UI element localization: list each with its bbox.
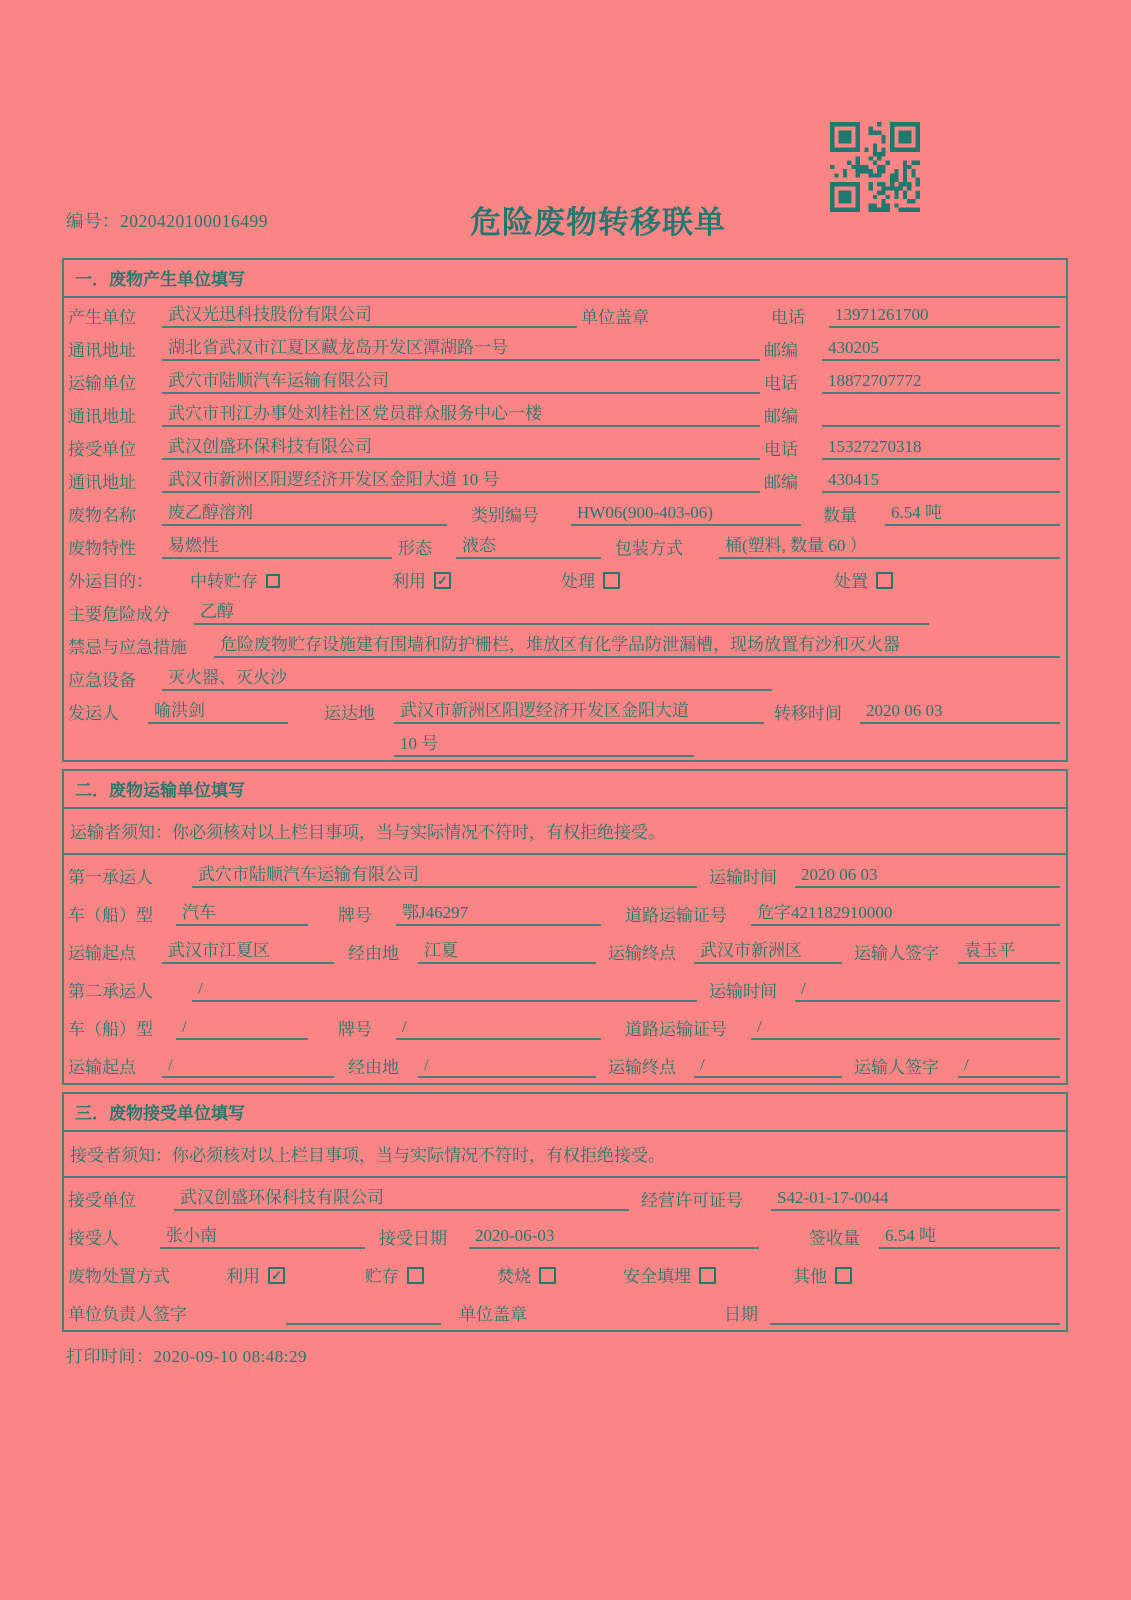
transporter-unit-value: 武穴市陆顺汽车运输有限公司	[162, 366, 760, 394]
checkbox-transfer-storage-icon	[266, 574, 280, 588]
row-receiver-address	[64, 463, 1066, 496]
form-content	[62, 258, 1068, 1367]
waste-form-value: 液态	[456, 531, 601, 559]
purpose-label: 外运目的：	[68, 572, 153, 591]
row-waste-props	[64, 529, 1066, 562]
transporter-address-label: 通讯地址	[68, 407, 136, 426]
vehicle1-type-value: 汽车	[176, 898, 308, 926]
route1-end-value: 武汉市新洲区	[694, 936, 842, 964]
disposal-label: 废物处置方式	[68, 1267, 170, 1286]
transporter-zip-value	[822, 424, 1060, 427]
checkbox-disposal-landfill-icon	[699, 1267, 716, 1284]
row-receiver-unit	[64, 430, 1066, 463]
route1-sign-value: 袁玉平	[958, 936, 1060, 964]
row-equipment	[64, 661, 1066, 694]
section-receiver-header: 三．废物接受单位填写	[64, 1094, 1066, 1132]
row-carrier1	[64, 855, 1066, 893]
vehicle1-permit-value: 危字421182910000	[751, 898, 1060, 926]
purpose-opt-reuse-label: 利用	[392, 572, 426, 591]
receiver-address-label: 通讯地址	[68, 473, 136, 492]
receive-unit-value: 武汉创盛环保科技有限公司	[174, 1183, 629, 1211]
vehicle2-plate-label: 牌号	[338, 1020, 372, 1039]
vehicle2-type-value: /	[176, 1017, 308, 1040]
receiver-phone-value: 15327270318	[822, 437, 1060, 460]
checkbox-disposal-burn-icon	[539, 1267, 556, 1284]
producer-phone-label: 电话	[771, 308, 805, 327]
purpose-opt-transfer-label: 中转贮存	[190, 572, 258, 591]
carrier2-value: /	[192, 979, 697, 1002]
waste-name-label: 废物名称	[68, 506, 136, 525]
checkbox-treat-icon	[603, 572, 620, 589]
row-transporter-unit	[64, 364, 1066, 397]
row-waste-name	[64, 496, 1066, 529]
transporter-zip-label: 邮编	[764, 407, 798, 426]
page-title: 危险废物转移联单	[470, 205, 726, 240]
route2-sign-value: /	[958, 1055, 1060, 1078]
row-producer-address	[64, 331, 1066, 364]
producer-address-value: 湖北省武汉市江夏区藏龙岛开发区潭湖路一号	[162, 333, 760, 361]
checkbox-disposal-other-icon	[835, 1267, 852, 1284]
waste-form-label: 形态	[398, 539, 432, 558]
vehicle2-type-label: 车（船）型	[68, 1020, 153, 1039]
section-transporter	[62, 769, 1068, 1085]
row-route2	[64, 1045, 1066, 1083]
route1-end-label: 运输终点	[608, 944, 676, 963]
row-vehicle1	[64, 893, 1066, 931]
vehicle2-permit-label: 道路运输证号	[625, 1020, 727, 1039]
waste-pack-label: 包装方式	[615, 539, 683, 558]
unit-seal-label: 单位盖章	[581, 308, 649, 327]
vehicle2-permit-value: /	[751, 1017, 1060, 1040]
check-mark-icon: ✓	[271, 1268, 282, 1283]
purpose-opt-treat-label: 处理	[561, 572, 595, 591]
route2-via-value: /	[418, 1055, 596, 1078]
waste-name-value: 废乙醇溶剂	[162, 498, 447, 526]
equipment-value: 灭火器、灭火沙	[162, 663, 772, 691]
producer-zip-value: 430205	[822, 338, 1060, 361]
route1-via-value: 江夏	[418, 936, 596, 964]
waste-props-value: 易燃性	[162, 531, 392, 559]
row-signoff	[64, 1292, 1066, 1330]
row-disposal	[64, 1254, 1066, 1292]
disposal-opt-store-label: 贮存	[365, 1267, 399, 1286]
vehicle1-type-label: 车（船）型	[68, 906, 153, 925]
dispatcher-value: 喻洪剑	[148, 696, 288, 724]
transporter-address-value: 武穴市刊江办事处刘桂社区党员群众服务中心一楼	[162, 399, 760, 427]
transporter-unit-label: 运输单位	[68, 374, 136, 393]
receiver-notice: 接受者须知：你必须核对以上栏目事项，当与实际情况不符时，有权拒绝接受。	[64, 1132, 1066, 1178]
signoff-date-value	[770, 1322, 1060, 1325]
receiver-address-value: 武汉市新洲区阳逻经济开发区金阳大道 10 号	[162, 465, 760, 493]
section-producer	[62, 258, 1068, 762]
disposal-opt-burn-label: 焚烧	[497, 1267, 531, 1286]
accept-date-label: 接受日期	[379, 1229, 447, 1248]
dispatcher-label: 发运人	[68, 704, 119, 723]
accept-date-value: 2020-06-03	[469, 1226, 759, 1249]
print-time: 打印时间：2020-09-10 08:48:29	[66, 1347, 308, 1366]
waste-qty-label: 数量	[823, 506, 857, 525]
receiver-zip-label: 邮编	[764, 473, 798, 492]
disposal-opt-other-label: 其他	[793, 1267, 827, 1286]
checkbox-dispose-icon	[876, 572, 893, 589]
route2-sign-label: 运输人签字	[854, 1058, 939, 1077]
purpose-opt-dispose-label: 处置	[834, 572, 868, 591]
route2-start-label: 运输起点	[68, 1058, 136, 1077]
received-qty-value: 6.54 吨	[879, 1221, 1060, 1249]
row-hazard	[64, 595, 1066, 628]
waste-qty-value: 6.54 吨	[885, 498, 1060, 526]
emergency-value: 危险废物贮存设施建有围墙和防护栅栏，堆放区有化学品防泄漏槽，现场放置有沙和灭火器	[214, 630, 1060, 658]
receiver-unit-value: 武汉创盛环保科技有限公司	[162, 432, 760, 460]
waste-code-label: 类别编号	[471, 506, 539, 525]
received-qty-label: 签收量	[809, 1229, 860, 1248]
producer-phone-value: 13971261700	[829, 305, 1060, 328]
route2-via-label: 经由地	[348, 1058, 399, 1077]
receiver-zip-value: 430415	[822, 470, 1060, 493]
hazard-value: 乙醇	[194, 597, 929, 625]
receiver-unit-label: 接受单位	[68, 440, 136, 459]
equipment-label: 应急设备	[68, 671, 136, 690]
receive-unit-label: 接受单位	[68, 1191, 136, 1210]
qr-code-icon	[830, 122, 920, 212]
route1-sign-label: 运输人签字	[854, 944, 939, 963]
acceptor-value: 张小南	[160, 1221, 365, 1249]
route2-end-value: /	[694, 1055, 842, 1078]
row-purpose	[64, 562, 1066, 595]
row-dispatch-line2	[64, 727, 1066, 760]
carrier1-time-label: 运输时间	[709, 868, 777, 887]
producer-unit-value: 武汉光迅科技股份有限公司	[162, 300, 577, 328]
vehicle1-plate-value: 鄂J46297	[396, 898, 601, 926]
checkbox-reuse-checked-icon	[434, 572, 451, 589]
row-producer-unit	[64, 298, 1066, 331]
transporter-notice: 运输者须知：你必须核对以上栏目事项，当与实际情况不符时，有权拒绝接受。	[64, 809, 1066, 855]
emergency-label: 禁忌与应急措施	[68, 638, 187, 657]
carrier1-time-value: 2020 06 03	[795, 865, 1060, 888]
row-route1	[64, 931, 1066, 969]
signoff-date-label: 日期	[724, 1305, 758, 1324]
transporter-phone-label: 电话	[764, 374, 798, 393]
signoff-sign-value	[286, 1322, 441, 1325]
license-label: 经营许可证号	[641, 1191, 743, 1210]
producer-address-label: 通讯地址	[68, 341, 136, 360]
transfer-time-value: 2020 06 03	[860, 701, 1060, 724]
hazard-label: 主要危险成分	[68, 605, 170, 624]
producer-zip-label: 邮编	[764, 341, 798, 360]
row-dispatch	[64, 694, 1066, 727]
route2-end-label: 运输终点	[608, 1058, 676, 1077]
signoff-sign-label: 单位负责人签字	[68, 1305, 187, 1324]
carrier2-time-label: 运输时间	[709, 982, 777, 1001]
qr-code-svg	[830, 122, 920, 212]
license-value: S42-01-17-0044	[771, 1188, 1060, 1211]
carrier1-label: 第一承运人	[68, 868, 153, 887]
waste-props-label: 废物特性	[68, 539, 136, 558]
carrier2-label: 第二承运人	[68, 982, 153, 1001]
vehicle1-permit-label: 道路运输证号	[625, 906, 727, 925]
check-mark-icon: ✓	[437, 573, 448, 588]
waste-pack-value: 桶(塑料, 数量 60 ）	[719, 531, 1060, 559]
vehicle2-plate-value: /	[396, 1017, 601, 1040]
row-emergency	[64, 628, 1066, 661]
route2-start-value: /	[162, 1055, 334, 1078]
row-carrier2	[64, 969, 1066, 1007]
route1-start-value: 武汉市江夏区	[162, 936, 334, 964]
waste-code-value: HW06(900-403-06)	[571, 503, 801, 526]
receiver-phone-label: 电话	[764, 440, 798, 459]
destination-value-line2: 10 号	[394, 729, 694, 757]
route1-start-label: 运输起点	[68, 944, 136, 963]
destination-value: 武汉市新洲区阳逻经济开发区金阳大道	[394, 696, 764, 724]
row-vehicle2	[64, 1007, 1066, 1045]
vehicle1-plate-label: 牌号	[338, 906, 372, 925]
section-producer-header: 一．废物产生单位填写	[64, 260, 1066, 298]
disposal-opt-landfill-label: 安全填埋	[623, 1267, 691, 1286]
row-acceptor	[64, 1216, 1066, 1254]
checkbox-disposal-store-icon	[407, 1267, 424, 1284]
section-transporter-header: 二．废物运输单位填写	[64, 771, 1066, 809]
row-receive-unit	[64, 1178, 1066, 1216]
row-transporter-address	[64, 397, 1066, 430]
section-receiver	[62, 1092, 1068, 1332]
carrier2-time-value: /	[795, 979, 1060, 1002]
serial-number: 编号：2020420100016499	[66, 211, 268, 231]
signoff-seal-label: 单位盖章	[459, 1305, 527, 1324]
destination-label: 运达地	[324, 704, 375, 723]
producer-unit-label: 产生单位	[68, 308, 136, 327]
disposal-opt-reuse-label: 利用	[226, 1267, 260, 1286]
route1-via-label: 经由地	[348, 944, 399, 963]
transporter-phone-value: 18872707772	[822, 371, 1060, 394]
transfer-time-label: 转移时间	[774, 704, 842, 723]
acceptor-label: 接受人	[68, 1229, 119, 1248]
carrier1-value: 武穴市陆顺汽车运输有限公司	[192, 860, 697, 888]
checkbox-disposal-reuse-checked-icon	[268, 1267, 285, 1284]
